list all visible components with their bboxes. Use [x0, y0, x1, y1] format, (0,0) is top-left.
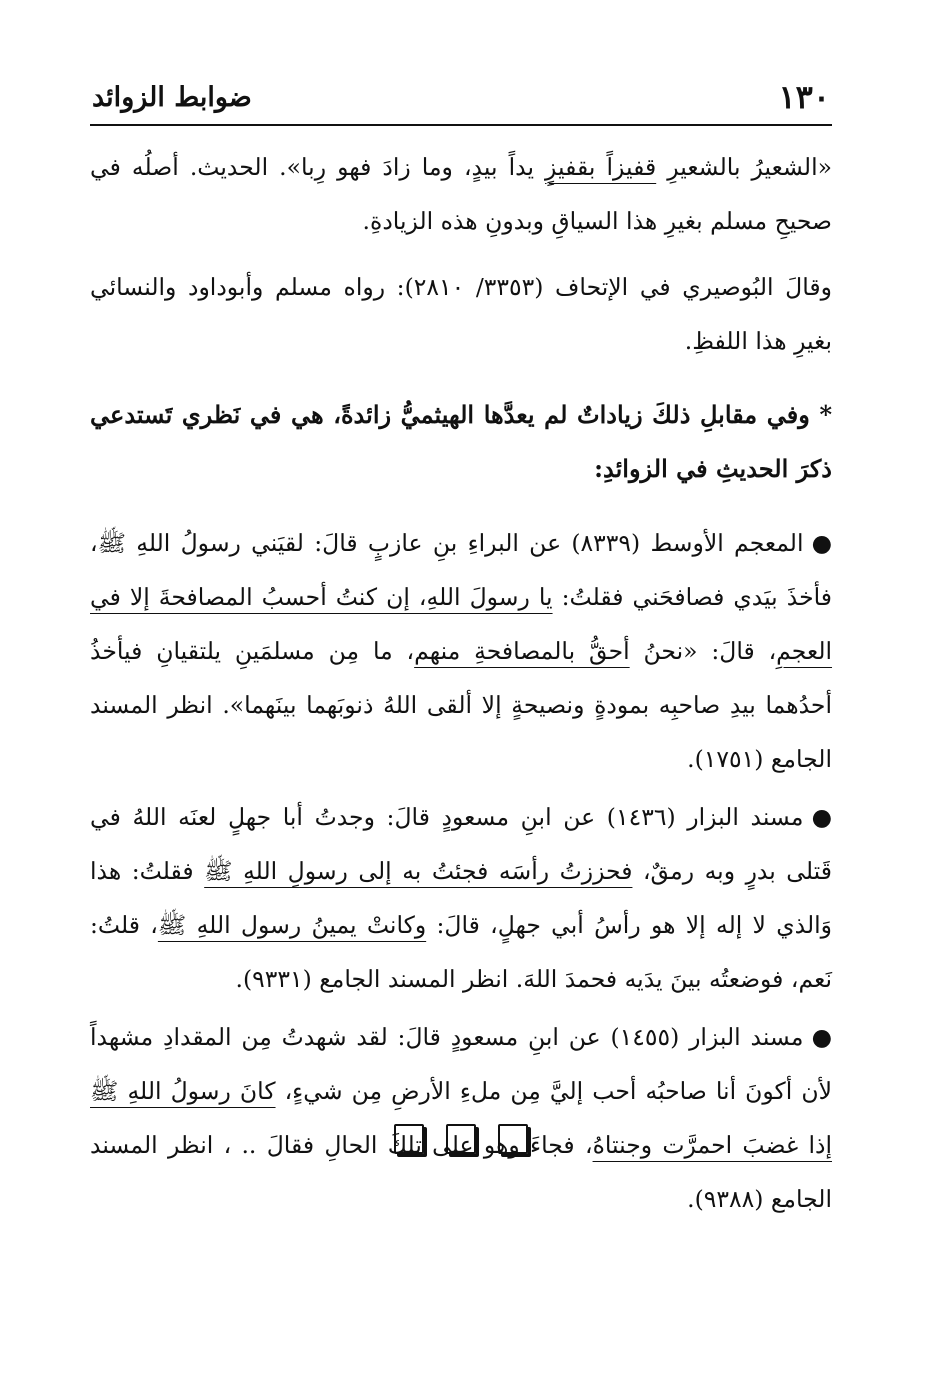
square-ornament-icon [446, 1124, 476, 1154]
underlined-phrase: وكانتْ يمينُ رسول اللهِ ﷺ [157, 911, 427, 939]
square-ornament-icon [394, 1124, 424, 1154]
text-segment: مسند البزار (١٤٣٦) عن ابنِ مسعودٍ قالَ: وجدتُ أبا جهلٍ لعنَه اللهُ في قَتلى بدرٍ وبه رمقٌ، [90, 803, 832, 885]
page-header [90, 72, 832, 126]
paragraph-busiri-note: وقالَ البُوصيري في الإتحاف (٣٣٥٣/ ٢٨١٠): رواه مسلم وأبوداود والنسائي بغيرِ هذا اللفظِ. [90, 273, 832, 355]
page-number: ١٣٠ [778, 78, 830, 116]
underlined-phrase: يا رسولَ اللهِ، إن كنتُ أحسبُ المصافحةَ إلا في العجمِ [90, 583, 833, 665]
paragraph-section-intro: * وفي مقابلِ ذلكَ زياداتٌ لم يعدَّها الهيثميُّ زائدةً، هي في نَظري تَستدعي ذكرَ الحديثِ في الزوائدِ: [90, 400, 832, 483]
underlined-phrase: قفيزاً بقفيزٍ [545, 153, 657, 181]
paragraph-item-bazzar-1436 [90, 790, 832, 1006]
underlined-phrase: أحقُّ بالمصافحةِ منهم [414, 637, 630, 665]
book-page [90, 72, 832, 1226]
paragraph-hadith-continuation [90, 140, 832, 248]
section-end-ornament [90, 1124, 832, 1154]
underlined-phrase: فحززتُ رأسَه فجئتُ به إلى رسولِ اللهِ ﷺ [204, 857, 633, 885]
text-segment: ، فجاءَ وهو على تلكَ الحالِ فقالَ .. ، انظر المسند الجامع (٩٣٨٨). [90, 1131, 832, 1213]
text-segment: فقلتُ: هذا وَالذي لا إله إلا هو رأسُ أبي جهلٍ، قالَ: [90, 857, 833, 939]
text-segment: ، قالَ: «نحنُ [629, 637, 777, 665]
bullet-icon: ● [811, 1023, 832, 1051]
text-segment: يداً بيدٍ، وما زادَ فهو رِبا». الحديث. أصلُه في صحيحِ مسلم بغيرِ هذا السياقِ وبدونِ هذه الزيادةِ. [90, 153, 832, 235]
bullet-icon: ● [811, 529, 832, 557]
text-segment: ، قلتُ: نَعم، فوضعتُه بينَ يدَيه فحمدَ اللهَ. انظر المسند الجامع (٩٣٣١). [90, 911, 832, 993]
paragraph-item-bazzar-1455 [90, 1010, 832, 1226]
text-segment: المعجم الأوسط (٨٣٣٩) عن البراءِ بنِ عازبٍ قالَ: لقيَني رسولُ اللهِ ﷺ، فأخذَ بيَدي فصافحَني فقلتُ: [90, 529, 833, 611]
running-title: ضوابط الزوائد [92, 82, 252, 113]
square-ornament-icon [498, 1124, 528, 1154]
page-body [90, 140, 832, 1226]
paragraph-item-awsat [90, 516, 832, 786]
text-segment: مسند البزار (١٤٥٥) عن ابنِ مسعودٍ قالَ: لقد شهدتُ مِن المقدادِ مشهداً لأن أكونَ أنا صاحبُه أحب إليَّ مِن ملءِ الأرضِ مِن شيءٍ، [90, 1023, 833, 1105]
bullet-icon: ● [811, 803, 832, 831]
text-segment: «الشعيرُ بالشعيرِ [656, 153, 832, 181]
underlined-phrase: كانَ رسولُ اللهِ ﷺ إذا غضبَ احمرَّت وجنتاهُ [90, 1077, 832, 1159]
text-segment: ، ما مِن مسلمَينِ يلتقيانِ فيأخذُ أحدُهما بيدِ صاحبِه بمودةٍ ونصيحةٍ إلا ألقى اللهُ ذنوبَهما بينَهما». انظر المسند الجامع (١٧٥١). [90, 637, 832, 773]
